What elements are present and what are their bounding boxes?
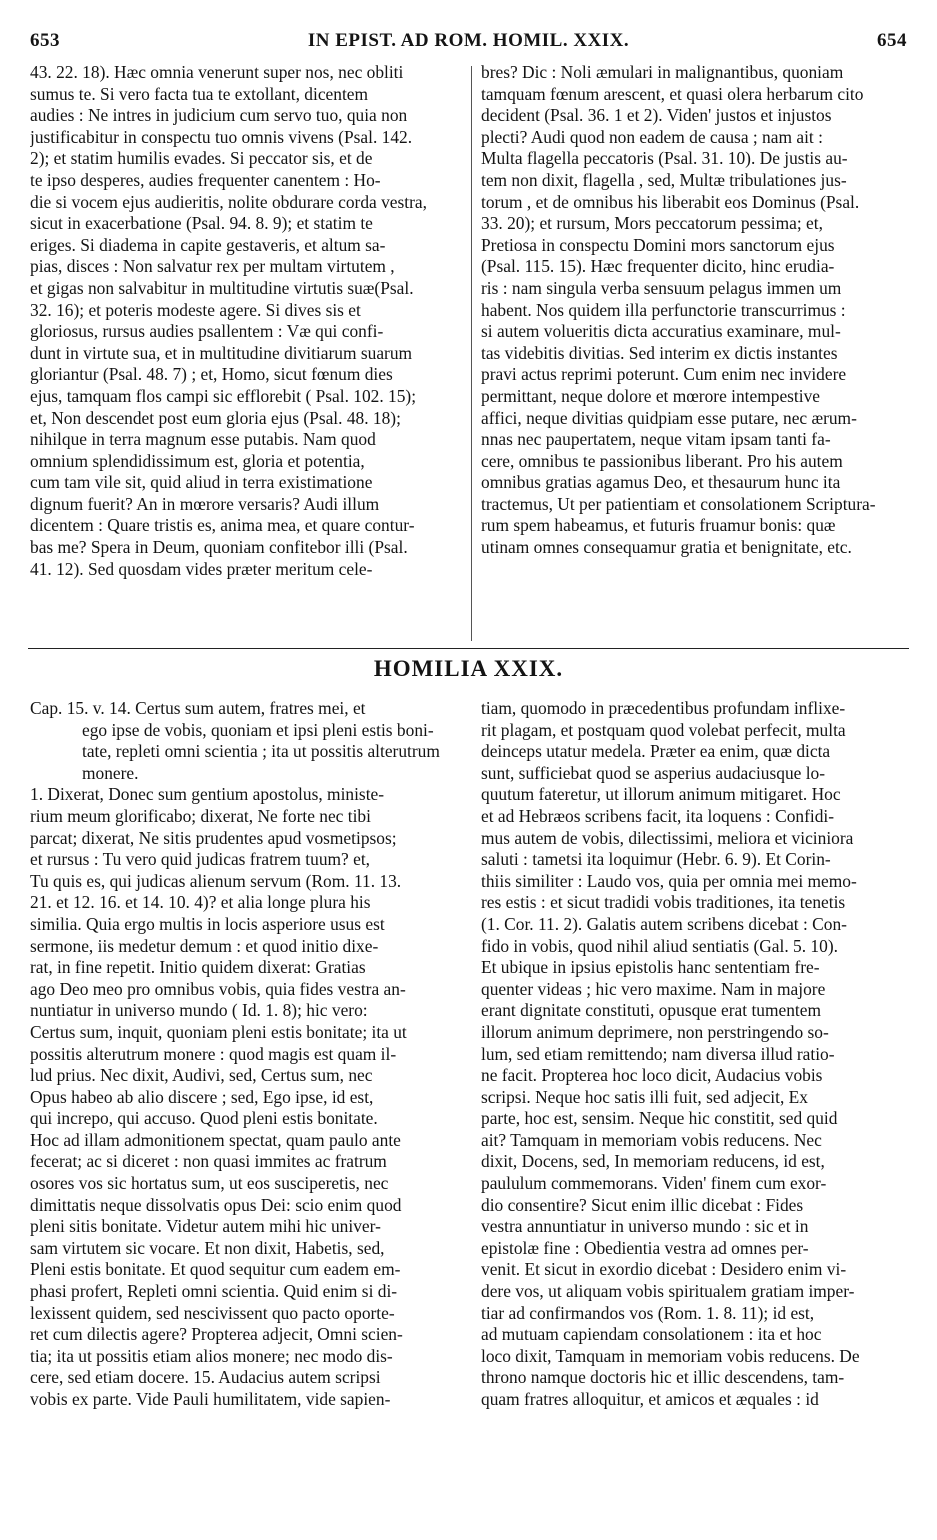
text-line: audies : Ne intres in judicium cum servo tuo, quia non [30, 105, 408, 126]
text-line: ris : nam singula verba sensuum pelagus immen um [481, 277, 842, 298]
text-line: sam virtutem sic vocare. Et non dixit, Habetis, sed, [30, 1237, 385, 1258]
text-line: nihilque in terra magnum esse putabis. Nam quod [30, 429, 376, 450]
text-line: thiis similiter : Laudo vos, quia per omnia mei memo- [481, 870, 857, 891]
top-left-column [30, 62, 461, 580]
text-line: cum tam vile sit, quid aliud in terra existimatione [30, 472, 373, 493]
text-line: vestra annuntiatur in universo mundo : sic et in [481, 1216, 809, 1237]
text-line: rat, in fine repetit. Initio quidem dixerat: Gratias [30, 957, 366, 978]
text-line: permittant, neque dolore et mœrore intempestive [481, 385, 821, 406]
text-line: mus autem de vobis, dilectissimi, meliora et viciniora [481, 827, 854, 848]
text-line: sumus te. Si vero facta tua te extollant, dicentem [30, 83, 369, 104]
text-line: 41. 12). Sed quosdam vides præter meritum cele- [30, 558, 373, 579]
text-line: ait? Tamquam in memoriam vobis reducens. Nec [481, 1129, 822, 1150]
text-line: utinam omnes consequamur gratia et benignitate, etc. [481, 537, 852, 558]
running-header [30, 18, 907, 60]
section-rule [28, 648, 909, 649]
text-line: gloriantur (Psal. 48. 7) ; et, Homo, sicut fœnum dies [30, 364, 393, 385]
homily-title: HOMILIA XXIX. [373, 656, 564, 681]
text-line: dignum fuerit? An in mœrore versaris? Audi illum [30, 493, 380, 514]
text-line: bres? Dic : Noli æmulari in malignantibus, quoniam [481, 62, 844, 82]
text-line: eriges. Si diadema in capite gestaveris, et altum sa- [30, 234, 386, 255]
text-line: tem non dixit, flagella , sed, Multæ tribulationes jus- [481, 169, 847, 190]
text-line: tia; ita ut possitis etiam alios monere; nec modo dis- [30, 1345, 393, 1366]
text-line: plecti? Audi quod non eadem de causa ; nam ait : [481, 126, 823, 147]
text-line: et rursus : Tu vero quid judicas fratrem tuum? et, [30, 849, 371, 870]
text-line: dio consentire? Sicut enim illic dicebat : Fides [481, 1194, 804, 1215]
text-line: Pretiosa in conspectu Domini mors sanctorum ejus [481, 234, 835, 255]
text-line: ago Deo meo pro omnibus vobis, quia fides vestra an- [30, 978, 406, 999]
text-line: rum spem habeamus, et futuris fruamur bonis: quæ [481, 515, 836, 536]
text-line: te ipso desperes, audies frequenter canentem : Ho- [30, 169, 381, 190]
page-number-left: 653 [30, 30, 60, 51]
text-line: ne facit. Propterea hoc loco dicit, Audacius vobis [481, 1065, 823, 1086]
text-line: dunt in virtute sua, et in multitudine divitiarum suarum [30, 342, 413, 363]
top-right-column [481, 62, 907, 559]
text-line: dere vos, ut aliquam vobis spiritualem gratiam imper- [481, 1281, 855, 1302]
text-line: pias, disces : Non salvatur rex per multam virtutem , [30, 256, 395, 277]
running-head-title: IN EPIST. AD ROM. HOMIL. XXIX. [307, 30, 630, 51]
text-line: Opus habeo ab alio discere ; sed, Ego ipse, id est, [30, 1086, 374, 1107]
text-line: quutum fateretur, ut illorum animum mitigaret. Hoc [481, 784, 841, 805]
text-line: tate, repleti omni scientia ; ita ut possitis alterutrum [82, 741, 440, 762]
text-line: 32. 16); et poteris modeste agere. Si dives sis et [30, 299, 361, 320]
text-line: scripsi. Neque hoc satis illi fuit, sed adjecit, Ex [481, 1086, 808, 1107]
text-line: quam fratres alloquitur, et amicos et æquales : id [481, 1389, 819, 1409]
text-line: parte, hoc est, sensim. Neque hic constitit, sed quid [481, 1108, 838, 1129]
text-line: dimittatis neque dissolvatis opus Dei: scio enim quod [30, 1194, 402, 1215]
text-line: osores vos sic hortatus sum, ut eos susciperetis, nec [30, 1173, 389, 1194]
text-line: qui increpo, qui accuso. Quod pleni estis bonitate. [30, 1108, 378, 1129]
text-line: ejus, tamquam flos campi sic efflorebit ( Psal. 102. 15); [30, 385, 417, 406]
text-line: monere. [82, 762, 139, 783]
text-line: deinceps utatur medela. Præter ea enim, quæ dicta [481, 741, 831, 762]
text-line: 43. 22. 18). Hæc omnia venerunt super nos, nec obliti [30, 62, 404, 82]
text-line: Pleni estis bonitate. Et quod sequitur cum eadem em- [30, 1259, 401, 1280]
bottom-left-column [30, 698, 461, 1411]
text-line: Certus sum, inquit, quoniam pleni estis bonitate; ita ut [30, 1021, 407, 1042]
text-line: nuntiatur in universo mundo ( Id. 1. 8); hic vero: [30, 1000, 368, 1021]
text-line: torum , et de omnibus his liberabit eos Dominus (Psal. [481, 191, 860, 212]
text-line: die si vocem ejus audieritis, nolite obdurare corda vestra, [30, 191, 427, 212]
text-line: paululum commemorans. Viden' finem cum exor- [481, 1173, 827, 1194]
text-line: 2); et statim humilis evades. Si peccator sis, et de [30, 148, 373, 169]
text-line: pleni sitis bonitate. Videtur autem mihi hic univer- [30, 1216, 381, 1237]
text-line: gloriosus, rursus audies psallentem : Væ qui confi- [30, 321, 384, 342]
text-line: nnas nec paupertatem, neque vitam ipsam tanti fa- [481, 429, 831, 450]
text-line: tamquam fœnum arescent, et quasi olera herbarum cito [481, 83, 864, 104]
text-line: lud prius. Nec dixit, Audivi, sed, Certus sum, nec [30, 1065, 373, 1086]
text-line: epistolæ fine : Obedientia vestra ad omnes per- [481, 1237, 809, 1258]
text-line: loco dixit, Tamquam in memoriam vobis reducens. De [481, 1345, 860, 1366]
text-line: fido in vobis, quod nihil aliud sentiatis (Gal. 5. 10). [481, 935, 838, 956]
text-line: omnibus gratias agamus Deo, et thesaurum hunc ita [481, 472, 841, 493]
text-line: erant dignitate constituti, opusque erat tumentem [481, 1000, 821, 1021]
text-line: rium meum glorificabo; dixerat, Ne forte nec tibi [30, 805, 371, 826]
page-number-right: 654 [877, 30, 907, 51]
text-line: pravi actus reprimi poterunt. Cum enim nec invidere [481, 364, 847, 385]
text-line: decident (Psal. 36. 1 et 2). Viden' justos et injustos [481, 105, 832, 126]
text-line: tiam, quomodo in præcedentibus profundam inflixe- [481, 698, 846, 718]
text-line: venit. Et sicut in exordio dicebat : Desidero enim vi- [481, 1259, 847, 1280]
text-line: similia. Quia ergo multis in locis asperiore usus est [30, 913, 385, 934]
text-line: Et ubique in ipsius epistolis hanc sententiam fre- [481, 957, 820, 978]
text-line: (Psal. 115. 15). Hæc frequenter dicito, hinc erudia- [481, 256, 835, 277]
text-line: Cap. 15. v. 14. Certus sum autem, fratres mei, et [30, 698, 366, 718]
column-divider [471, 66, 472, 641]
text-line: lexissent quidem, sed nescivissent quo pacto oporte- [30, 1302, 395, 1323]
text-line: omnium splendidissimum est, gloria et potentia, [30, 450, 365, 471]
text-line: si autem volueritis dicta accuratius examinare, mul- [481, 321, 841, 342]
text-line: sermone, iis medetur demum : et quod initio dixe- [30, 935, 379, 956]
text-line: affici, neque divitias quidpiam esse putare, nec ærum- [481, 407, 857, 428]
text-line: saluti : tametsi ita loquimur (Hebr. 6. 9). Et Corin- [481, 849, 831, 870]
text-line: bas me? Spera in Deum, quoniam confitebor illi (Psal. [30, 537, 408, 558]
text-line: parcat; dixerat, Ne sitis prudentes apud vosmetipsos; [30, 827, 397, 848]
bottom-right-column [481, 698, 907, 1411]
text-line: ego ipse de vobis, quoniam et ipsi pleni estis boni- [82, 719, 434, 740]
text-line: throno namque doctoris hic et illic descendens, tam- [481, 1367, 845, 1388]
text-line: phasi profert, Repleti omni scientia. Quid enim si di- [30, 1281, 398, 1302]
text-line: 21. et 12. 16. et 14. 10. 4)? et alia longe plura his [30, 892, 371, 913]
text-line: lum, sed etiam remittendo; nam diversa illud ratio- [481, 1043, 835, 1064]
text-line: sunt, sufficiebat quod se asperius audaciusque lo- [481, 762, 826, 783]
text-line: (1. Cor. 11. 2). Galatis autem scribens dicebat : Con- [481, 913, 847, 934]
text-line: sicut in exacerbatione (Psal. 94. 8. 9); et statim te [30, 213, 373, 234]
text-line: dixit, Docens, sed, In memoriam reducens, id est, [481, 1151, 825, 1172]
text-line: ad mutuam capiendam consolationem : ita et hoc [481, 1324, 822, 1345]
text-line: Hoc ad illam admonitionem spectat, quam paulo ante [30, 1129, 401, 1150]
text-line: et, Non descendet post eum gloria ejus (Psal. 48. 18); [30, 407, 401, 428]
text-line: et ad Hebræos scribens facit, ita loquens : Confidi- [481, 805, 835, 826]
text-line: cere, omnibus te passionibus liberant. Pro his autem [481, 450, 843, 471]
text-line: illorum animum deprimere, non perstringendo so- [481, 1021, 829, 1042]
text-line: 33. 20); et rursum, Mors peccatorum pessima; et, [481, 213, 823, 234]
text-line: et gigas non salvabitur in multitudine virtutis suæ(Psal. [30, 277, 414, 298]
text-line: habent. Nos quidem illa perfunctorie transcurrimus : [481, 299, 846, 320]
text-line: Tu quis es, qui judicas alienum servum (Rom. 11. 13. [30, 870, 402, 891]
text-line: tiar ad confirmandos vos (Rom. 1. 8. 11); id est, [481, 1302, 815, 1323]
text-line: rit plagam, et postquam quod volebat perfecit, multa [481, 719, 846, 740]
text-line: justificabitur in conspectu tuo omnis vivens (Psal. 142. [30, 126, 413, 147]
text-line: vobis ex parte. Vide Pauli humilitatem, vide sapien- [30, 1389, 391, 1409]
text-line: tractemus, Ut per patientiam et consolationem Scriptura- [481, 493, 876, 514]
text-line: dicentem : Quare tristis es, anima mea, et quare contur- [30, 515, 415, 536]
text-line: res estis : et sicut tradidi vobis traditiones, ita tenetis [481, 892, 846, 913]
text-line: 1. Dixerat, Donec sum gentium apostolus, ministe- [30, 784, 385, 805]
text-line: cere, sed etiam docere. 15. Audacius autem scripsi [30, 1367, 381, 1388]
text-line: quenter videas ; hic vero maxime. Nam in majore [481, 978, 826, 999]
text-line: Multa flagella peccatoris (Psal. 31. 10). De justis au- [481, 148, 848, 169]
text-line: fecerat; ac si diceret : non quasi immites ac fratrum [30, 1151, 387, 1172]
text-line: possitis alterutrum monere : quod magis est quam il- [30, 1043, 397, 1064]
text-line: ret cum dilectis agere? Propterea adjecit, Omni scien- [30, 1324, 403, 1345]
text-line: tas videbitis divitias. Sed interim ex dictis instantes [481, 342, 838, 363]
